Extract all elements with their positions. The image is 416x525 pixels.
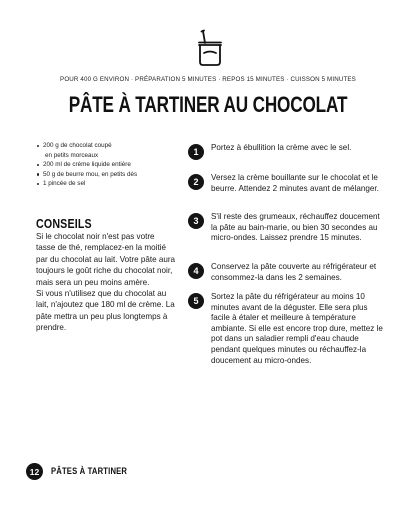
ingredient-list (36, 141, 176, 189)
ingredient-text: 200 ml de crème liquide entière (43, 161, 131, 169)
step-number-badge: 3 (188, 213, 204, 229)
recipe-meta: POUR 400 G ENVIRON · PRÉPARATION 5 MINUTES · REPOS 15 MINUTES · CUISSON 5 MINUTES (60, 76, 356, 83)
ingredient-text-continued: en petits morceaux (45, 151, 99, 159)
ingredient-item (36, 141, 176, 160)
ingredient-item (36, 179, 176, 189)
ingredient-text: 200 g de chocolat coupé (43, 142, 112, 149)
page-title: PÂTE À TARTINER AU CHOCOLAT (68, 92, 348, 117)
step-text: Portez à ébullition la crème avec le sel. (211, 143, 352, 152)
step-text: Sortez la pâte du réfrigérateur au moins 10 minutes avant de la déguster. Elle sera plus facile à étaler et meilleure à température ambiante. Si elle est encore trop dure, mettez le pot dans un saladier rempli d'eau chaude pendant quelques minutes ou réchauffez-la doucement au micro-ondes. (211, 292, 383, 365)
step-text: S'il reste des grumeaux, réchauffez doucement la pâte au bain-marie, ou bien 30 secondes au micro-ondes. Laissez prendre 15 minutes. (211, 212, 380, 243)
tips-paragraph: Si le chocolat noir n'est pas votre tasse de thé, remplacez-en la moitié par du chocolat au lait. Votre pâte aura toujours le goût riche du chocolat noir, mais sera un peu moins amère. (36, 232, 176, 287)
ingredient-item (36, 170, 176, 180)
ingredient-text: 1 pincée de sel (43, 180, 86, 188)
step-number-badge: 4 (188, 263, 204, 279)
ingredient-text: 50 g de beurre mou, en petits dés (43, 170, 138, 178)
page-number-badge: 12 (26, 463, 43, 480)
tips-paragraph: Si vous n'utilisez que du chocolat au lait, n'ajoutez que 180 ml de crème. La pâte mettra un peu plus longtemps à prendre. (36, 289, 175, 333)
step-number-badge: 1 (188, 144, 204, 160)
step-text: Versez la crème bouillante sur le chocolat et le beurre. Attendez 2 minutes avant de mélanger. (211, 173, 379, 193)
step-number-badge: 5 (188, 293, 204, 309)
ingredient-item (36, 160, 176, 170)
tips-heading: CONSEILS (36, 216, 92, 231)
tips-body (36, 231, 176, 334)
section-label: PÂTES À TARTINER (51, 466, 128, 476)
jar-with-spoon-icon (190, 28, 230, 68)
step-number-badge: 2 (188, 174, 204, 190)
step-text: Conservez la pâte couverte au réfrigérateur et consommez-la dans les 2 semaines. (211, 262, 377, 282)
